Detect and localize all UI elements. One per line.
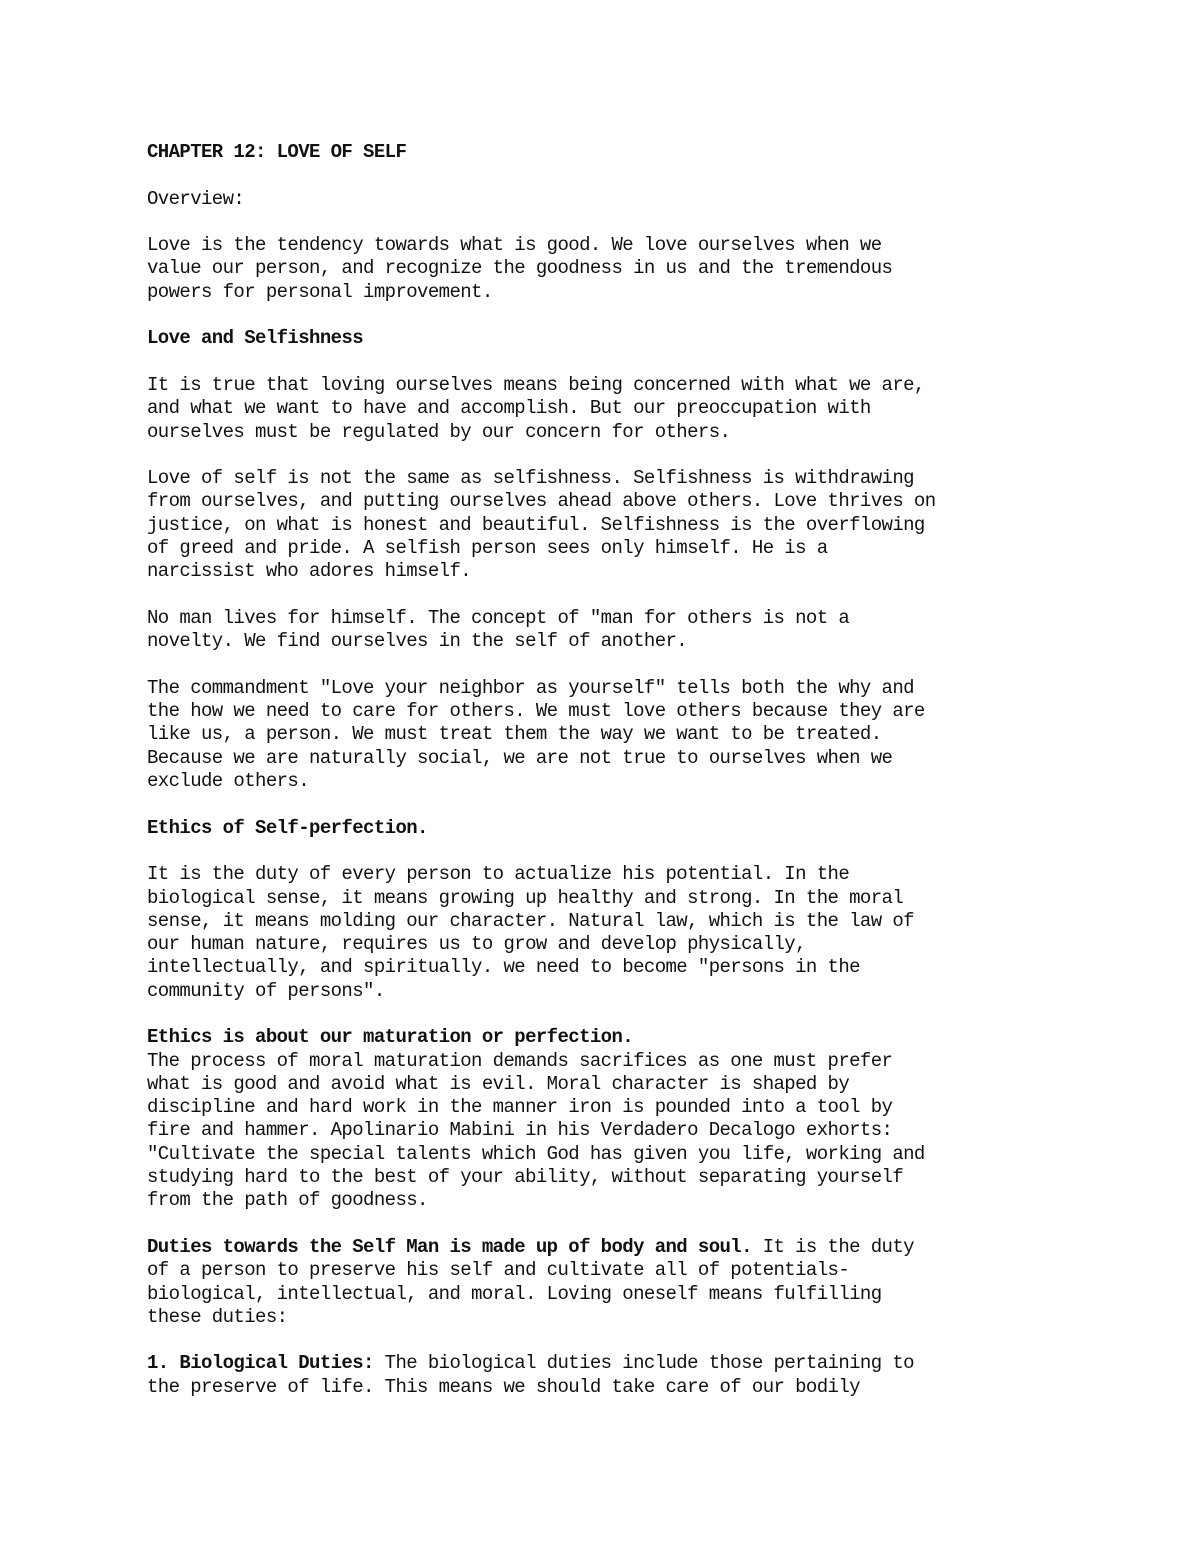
section-heading-maturation: Ethics is about our maturation or perfection.: [147, 1026, 634, 1049]
text-line: of greed and pride. A selfish person sees only himself. He is a: [147, 537, 828, 560]
spacer: [147, 840, 1087, 863]
spacer: [147, 351, 1087, 374]
text-line: fire and hammer. Apolinario Mabini in his Verdadero Decalogo exhorts:: [147, 1119, 893, 1142]
text-line: and what we want to have and accomplish. But our preoccupation with: [147, 397, 871, 420]
overview-paragraph: [147, 234, 1087, 304]
paragraph: [147, 863, 1087, 1003]
text-line: community of persons".: [147, 979, 385, 1002]
text-line: narcissist who adores himself.: [147, 560, 472, 583]
text-line: It is true that loving ourselves means being concerned with what we are,: [147, 373, 925, 396]
text-line: sense, it means molding our character. Natural law, which is the law of: [147, 909, 914, 932]
text-line: like us, a person. We must treat them the way we want to be treated.: [147, 723, 882, 746]
text-line: value our person, and recognize the goodness in us and the tremendous: [147, 257, 893, 280]
section-heading-duties: Duties towards the Self Man is made up of body and soul.: [147, 1235, 752, 1258]
section-heading-self-perfection: Ethics of Self-perfection.: [147, 816, 428, 839]
text-line: powers for personal improvement.: [147, 280, 493, 303]
text-line: from the path of goodness.: [147, 1189, 428, 1212]
spacer: [147, 584, 1087, 607]
paragraph: [147, 607, 1087, 654]
text-line: from ourselves, and putting ourselves ahead above others. Love thrives on: [147, 490, 936, 513]
spacer: [147, 793, 1087, 816]
text-line: Love is the tendency towards what is good. We love ourselves when we: [147, 234, 882, 257]
text-line: The commandment "Love your neighbor as yourself" tells both the why and: [147, 676, 914, 699]
section-heading-love-selfishness: Love and Selfishness: [147, 327, 364, 350]
text-line: biological sense, it means growing up healthy and strong. In the moral: [147, 886, 904, 909]
text-line: "Cultivate the special talents which God has given you life, working and: [147, 1142, 925, 1165]
text-line: exclude others.: [147, 770, 310, 793]
spacer: [147, 444, 1087, 467]
text-line: No man lives for himself. The concept of "man for others is not a: [147, 606, 850, 629]
paragraph: [147, 1259, 1087, 1329]
text-line: discipline and hard work in the manner iron is pounded into a tool by: [147, 1096, 893, 1119]
text-line: justice, on what is honest and beautiful. Selfishness is the overflowing: [147, 513, 925, 536]
text-line: The process of moral maturation demands sacrifices as one must prefer: [147, 1049, 893, 1072]
list-item-label: 1. Biological Duties:: [147, 1352, 374, 1375]
text-run: It is the duty: [751, 1235, 914, 1258]
text-line: Because we are naturally social, we are not true to ourselves when we: [147, 746, 893, 769]
text-line: of a person to preserve his self and cultivate all of potentials-: [147, 1259, 850, 1282]
text-line: intellectually, and spiritually. we need to become "persons in the: [147, 956, 860, 979]
text-run: The biological duties include those pertaining to: [373, 1352, 914, 1375]
text-line: the preserve of life. This means we should take care of our bodily: [147, 1375, 860, 1398]
section-heading-duties-line: [147, 1236, 1087, 1259]
spacer: [147, 654, 1087, 677]
paragraph: [147, 1050, 1087, 1213]
spacer: [147, 1329, 1087, 1352]
spacer: [147, 304, 1087, 327]
spacer: [147, 1213, 1087, 1236]
chapter-title: CHAPTER 12: LOVE OF SELF: [147, 141, 407, 163]
list-item-biological-duties: [147, 1352, 1087, 1375]
text-line: It is the duty of every person to actualize his potential. In the: [147, 863, 850, 886]
text-line: biological, intellectual, and moral. Loving oneself means fulfilling: [147, 1282, 882, 1305]
paragraph: [147, 374, 1087, 444]
text-line: what is good and avoid what is evil. Moral character is shaped by: [147, 1072, 850, 1095]
overview-label: Overview:: [147, 187, 245, 210]
document-page: [147, 141, 1087, 1399]
text-line: Love of self is not the same as selfishness. Selfishness is withdrawing: [147, 467, 914, 490]
paragraph: [147, 467, 1087, 583]
spacer: [147, 211, 1087, 234]
spacer: [147, 164, 1087, 187]
text-line: studying hard to the best of your ability, without separating yourself: [147, 1166, 904, 1189]
text-line: the how we need to care for others. We must love others because they are: [147, 700, 925, 723]
text-line: these duties:: [147, 1305, 288, 1328]
text-line: our human nature, requires us to grow and develop physically,: [147, 933, 806, 956]
text-line: novelty. We find ourselves in the self of another.: [147, 630, 688, 653]
text-line: ourselves must be regulated by our concern for others.: [147, 420, 731, 443]
spacer: [147, 1003, 1087, 1026]
paragraph: [147, 677, 1087, 793]
